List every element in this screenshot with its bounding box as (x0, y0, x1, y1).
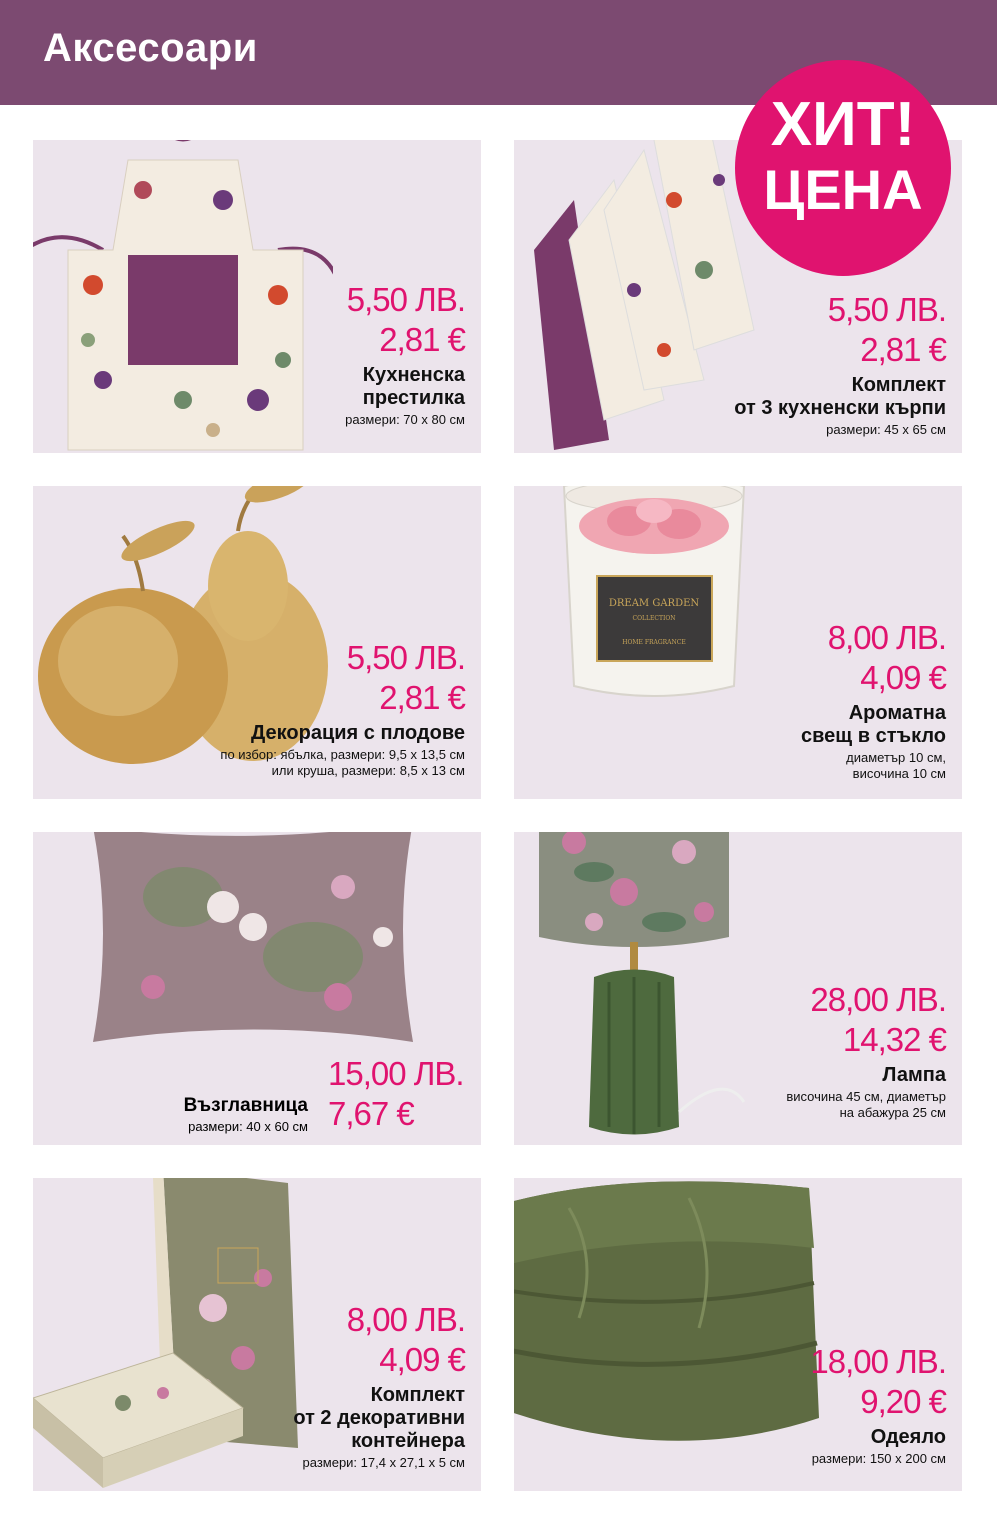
price-bgn: 8,00 ЛВ. (346, 1301, 465, 1338)
product-info (801, 618, 946, 782)
product-name: Ароматна (848, 702, 946, 724)
price-bgn: 18,00 ЛВ. (810, 1343, 946, 1380)
product-size-2: височина 10 см (852, 766, 946, 781)
scented-candle-image (549, 486, 759, 706)
floral-pillow-image (83, 832, 423, 1047)
price-bgn: 28,00 ЛВ. (810, 981, 946, 1018)
kitchen-towels-image (514, 140, 764, 453)
price-eur: 14,32 € (842, 1021, 946, 1058)
product-info (810, 1342, 946, 1467)
product-name-2: свещ в стъкло (801, 725, 946, 747)
product-name: Одеяло (870, 1426, 946, 1448)
badge-line2: ЦЕНА (763, 158, 923, 221)
price-bgn: 8,00 ЛВ. (827, 619, 946, 656)
product-card-fruit-decor[interactable] (33, 486, 481, 799)
product-card-apron[interactable] (33, 140, 481, 453)
product-info (293, 1300, 465, 1471)
price-eur: 4,09 € (860, 659, 946, 696)
price-bgn: 5,50 ЛВ. (346, 639, 465, 676)
product-size-2: или круша, размери: 8,5 х 13 см (271, 763, 465, 778)
product-size: размери: 150 х 200 см (811, 1451, 946, 1466)
product-name-2: от 2 декоративни (293, 1407, 465, 1429)
apron-image (33, 140, 333, 453)
badge-line1: ХИТ! (770, 90, 916, 159)
product-name: Декорация с плодове (251, 722, 465, 744)
product-name-3: контейнера (351, 1430, 465, 1452)
table-lamp-image (534, 832, 754, 1145)
candle-label-2: COLLECTION (632, 615, 676, 622)
candle-label-1: DREAM GARDEN (608, 598, 700, 609)
product-size: размери: 17,4 х 27,1 х 5 см (302, 1455, 465, 1470)
price-eur: 2,81 € (379, 321, 465, 358)
product-name-block (168, 1090, 308, 1135)
product-price-block (328, 1054, 464, 1134)
product-size: по избор: ябълка, размери: 9,5 х 13,5 см (220, 747, 465, 762)
product-name: Възглавница (183, 1095, 308, 1116)
price-bgn: 5,50 ЛВ. (346, 281, 465, 318)
product-name-2: престилка (362, 387, 465, 409)
decorative-boxes-image (33, 1178, 323, 1491)
product-card-candle[interactable] (514, 486, 962, 799)
price-bgn: 15,00 ЛВ. (328, 1055, 464, 1092)
product-card-blanket[interactable] (514, 1178, 962, 1491)
product-size: диаметър 10 см, (846, 750, 946, 765)
product-name: Кухненска (362, 364, 465, 386)
candle-label-3: HOME FRAGRANCE (622, 639, 686, 646)
product-info (220, 638, 465, 779)
price-eur: 7,67 € (328, 1095, 414, 1132)
price-eur: 4,09 € (379, 1341, 465, 1378)
product-size: размери: 70 х 80 см (345, 412, 465, 427)
green-blanket-image (514, 1178, 829, 1491)
price-eur: 9,20 € (860, 1383, 946, 1420)
product-size: височина 45 см, диаметър (786, 1089, 946, 1104)
product-size-2: на абажура 25 см (839, 1105, 946, 1120)
product-size: размери: 45 х 65 см (826, 422, 946, 437)
product-name-2: от 3 кухненски кърпи (734, 397, 946, 419)
product-name: Комплект (370, 1384, 465, 1406)
hit-price-badge (735, 60, 951, 276)
price-eur: 2,81 € (379, 679, 465, 716)
product-size: размери: 40 х 60 см (188, 1119, 308, 1134)
product-card-pillow[interactable] (33, 832, 481, 1145)
product-info (734, 290, 946, 438)
product-name: Лампа (882, 1064, 946, 1086)
product-name: Комплект (851, 374, 946, 396)
product-card-containers[interactable] (33, 1178, 481, 1491)
page-title: Аксесоари (43, 26, 258, 70)
price-eur: 2,81 € (860, 331, 946, 368)
product-info (786, 980, 946, 1121)
price-bgn: 5,50 ЛВ. (827, 291, 946, 328)
product-info (345, 280, 465, 428)
product-card-lamp[interactable] (514, 832, 962, 1145)
